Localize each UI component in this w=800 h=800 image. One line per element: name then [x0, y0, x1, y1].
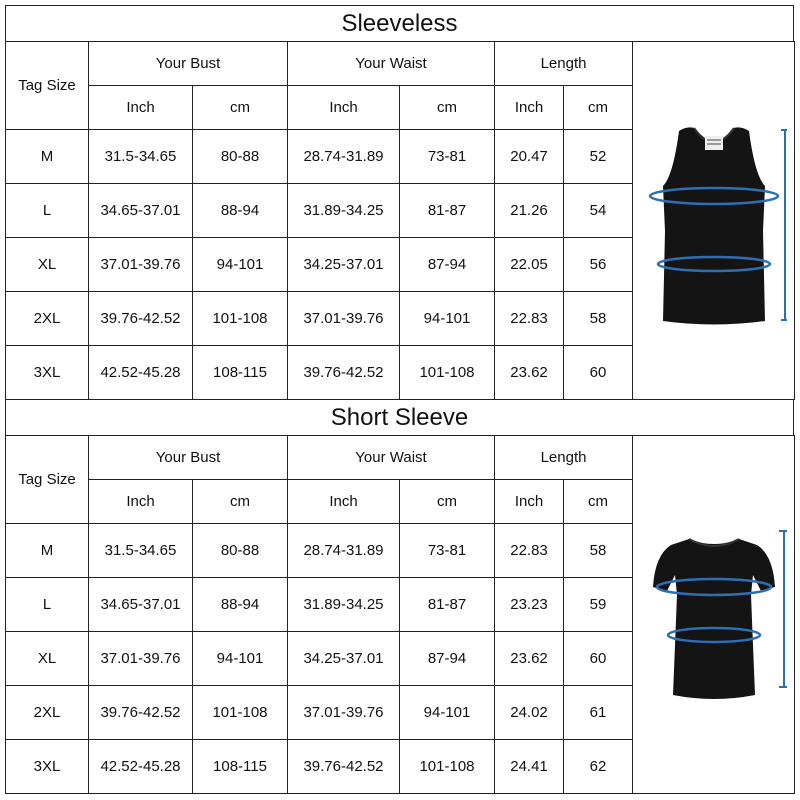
waist-cm-cell: 101-108 — [400, 346, 495, 400]
unit-inch: Inch — [495, 480, 564, 524]
waist-cm-cell: 73-81 — [400, 130, 495, 184]
length-inch-cell: 24.02 — [495, 686, 564, 740]
bust-header: Your Bust — [89, 42, 288, 86]
sleeveless-section — [5, 5, 794, 400]
bust-inch-cell: 42.52-45.28 — [89, 740, 193, 794]
bust-cm-cell: 94-101 — [193, 632, 288, 686]
unit-cm: cm — [193, 480, 288, 524]
bust-cm-cell: 80-88 — [193, 130, 288, 184]
short-sleeve-section — [5, 399, 794, 794]
waist-cm-cell: 87-94 — [400, 238, 495, 292]
length-cm-cell: 61 — [564, 686, 633, 740]
waist-inch-cell: 31.89-34.25 — [288, 578, 400, 632]
waist-cm-cell: 94-101 — [400, 292, 495, 346]
unit-inch: Inch — [288, 480, 400, 524]
bust-inch-cell: 39.76-42.52 — [89, 292, 193, 346]
unit-inch: Inch — [495, 86, 564, 130]
unit-cm: cm — [564, 86, 633, 130]
waist-cm-cell: 81-87 — [400, 578, 495, 632]
bust-cm-cell: 108-115 — [193, 346, 288, 400]
length-cm-cell: 60 — [564, 632, 633, 686]
length-inch-cell: 24.41 — [495, 740, 564, 794]
size-cell: M — [6, 130, 89, 184]
bust-inch-cell: 39.76-42.52 — [89, 686, 193, 740]
length-header: Length — [495, 42, 633, 86]
length-inch-cell: 20.47 — [495, 130, 564, 184]
size-cell: 3XL — [6, 346, 89, 400]
waist-cm-cell: 94-101 — [400, 686, 495, 740]
tag-size-header: Tag Size — [6, 42, 89, 130]
bust-cm-cell: 94-101 — [193, 238, 288, 292]
waist-header: Your Waist — [288, 42, 495, 86]
waist-inch-cell: 39.76-42.52 — [288, 740, 400, 794]
waist-cm-cell: 101-108 — [400, 740, 495, 794]
size-cell: M — [6, 524, 89, 578]
bust-cm-cell: 80-88 — [193, 524, 288, 578]
bust-inch-cell: 31.5-34.65 — [89, 130, 193, 184]
bust-cm-cell: 101-108 — [193, 292, 288, 346]
size-cell: L — [6, 184, 89, 238]
size-cell: 2XL — [6, 686, 89, 740]
waist-inch-cell: 28.74-31.89 — [288, 524, 400, 578]
unit-cm: cm — [400, 480, 495, 524]
length-cm-cell: 62 — [564, 740, 633, 794]
tag-size-header: Tag Size — [6, 436, 89, 524]
bust-header: Your Bust — [89, 436, 288, 480]
bust-cm-cell: 108-115 — [193, 740, 288, 794]
length-cm-cell: 54 — [564, 184, 633, 238]
garment-image-cell — [633, 436, 795, 794]
unit-cm: cm — [193, 86, 288, 130]
length-cm-cell: 58 — [564, 524, 633, 578]
waist-inch-cell: 34.25-37.01 — [288, 632, 400, 686]
length-header: Length — [495, 436, 633, 480]
size-cell: L — [6, 578, 89, 632]
header-row — [6, 436, 795, 480]
waist-inch-cell: 37.01-39.76 — [288, 292, 400, 346]
sleeveless-tank-top-image — [639, 116, 789, 326]
section-title: Short Sleeve — [5, 399, 794, 435]
length-inch-cell: 22.05 — [495, 238, 564, 292]
bust-inch-cell: 37.01-39.76 — [89, 632, 193, 686]
unit-cm: cm — [564, 480, 633, 524]
garment-image-cell — [633, 42, 795, 400]
bust-cm-cell: 88-94 — [193, 184, 288, 238]
bust-inch-cell: 34.65-37.01 — [89, 184, 193, 238]
waist-header: Your Waist — [288, 436, 495, 480]
size-table — [5, 435, 795, 794]
waist-inch-cell: 34.25-37.01 — [288, 238, 400, 292]
short-sleeve-shirt-image — [639, 525, 789, 705]
waist-cm-cell: 73-81 — [400, 524, 495, 578]
length-cm-cell: 60 — [564, 346, 633, 400]
size-table — [5, 41, 795, 400]
section-title: Sleeveless — [5, 5, 794, 41]
waist-inch-cell: 37.01-39.76 — [288, 686, 400, 740]
waist-inch-cell: 28.74-31.89 — [288, 130, 400, 184]
size-cell: XL — [6, 238, 89, 292]
bust-inch-cell: 42.52-45.28 — [89, 346, 193, 400]
length-cm-cell: 58 — [564, 292, 633, 346]
length-inch-cell: 23.62 — [495, 346, 564, 400]
unit-inch: Inch — [89, 86, 193, 130]
length-cm-cell: 56 — [564, 238, 633, 292]
size-cell: 2XL — [6, 292, 89, 346]
length-inch-cell: 23.23 — [495, 578, 564, 632]
bust-cm-cell: 101-108 — [193, 686, 288, 740]
bust-inch-cell: 31.5-34.65 — [89, 524, 193, 578]
waist-inch-cell: 39.76-42.52 — [288, 346, 400, 400]
length-inch-cell: 23.62 — [495, 632, 564, 686]
length-cm-cell: 52 — [564, 130, 633, 184]
size-cell: XL — [6, 632, 89, 686]
waist-cm-cell: 87-94 — [400, 632, 495, 686]
bust-inch-cell: 37.01-39.76 — [89, 238, 193, 292]
unit-inch: Inch — [89, 480, 193, 524]
unit-inch: Inch — [288, 86, 400, 130]
header-row — [6, 42, 795, 86]
bust-inch-cell: 34.65-37.01 — [89, 578, 193, 632]
waist-inch-cell: 31.89-34.25 — [288, 184, 400, 238]
length-inch-cell: 22.83 — [495, 524, 564, 578]
waist-cm-cell: 81-87 — [400, 184, 495, 238]
length-inch-cell: 21.26 — [495, 184, 564, 238]
bust-cm-cell: 88-94 — [193, 578, 288, 632]
length-inch-cell: 22.83 — [495, 292, 564, 346]
size-cell: 3XL — [6, 740, 89, 794]
length-cm-cell: 59 — [564, 578, 633, 632]
unit-cm: cm — [400, 86, 495, 130]
